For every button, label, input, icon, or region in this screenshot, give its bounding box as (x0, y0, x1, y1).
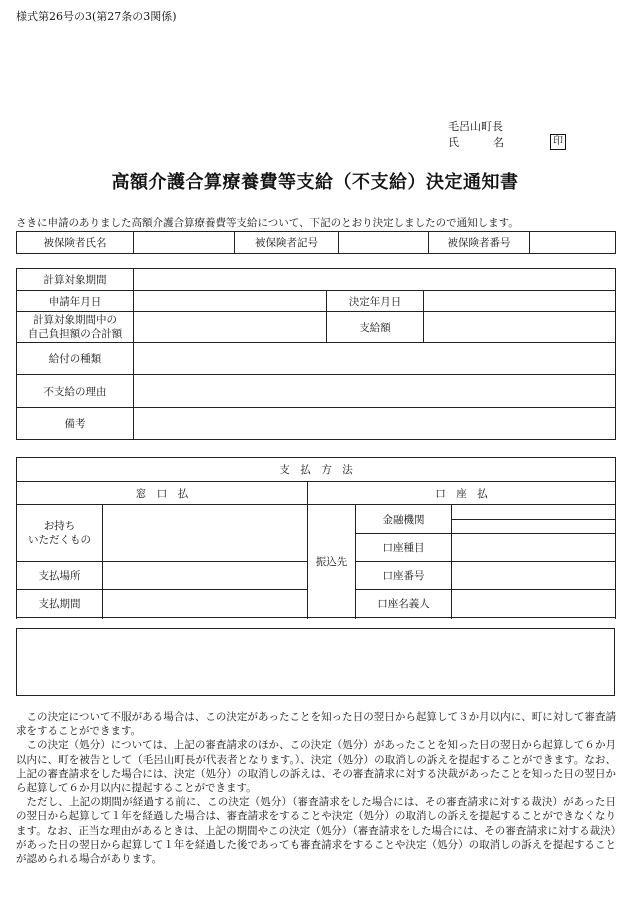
account-type-field[interactable] (452, 534, 616, 562)
bank-field-split (452, 519, 615, 520)
name-label-1: 氏 (448, 136, 459, 149)
remarks-field[interactable] (134, 408, 616, 440)
period-payment-field[interactable] (103, 590, 308, 618)
insured-number-field[interactable] (530, 232, 616, 254)
bring-items-field[interactable] (103, 505, 308, 562)
payment-method-table (16, 457, 616, 618)
copay-total-field[interactable] (134, 312, 327, 343)
account-holder-field[interactable] (452, 590, 616, 618)
bring-items-label-line-2: いただくもの (28, 534, 91, 546)
bring-items-label-line-1: お持ち (43, 520, 76, 532)
issuer-title: 毛呂山町長 (448, 120, 503, 133)
details-table (16, 268, 616, 440)
apply-date-label: 申請年月日 (17, 291, 134, 312)
account-number-field[interactable] (452, 562, 616, 590)
insured-name-field[interactable] (134, 232, 235, 254)
payment-amount-field[interactable] (424, 312, 616, 343)
legal-note-3: ただし、上記の期間が経過する前に、この決定（処分）（審査請求をした場合には、その審査請求に対する裁決）があった日の翌日から起算して１年を経過した場合は、審査請求をすることや決定（処分）の取消しの訴えを提起することができなくなります。なお、正当な理由があるときは、上記の期間やこの決定（処分）（審査請求をした場合には、その審査請求に対する裁決）があった日の翌日から起算して１年を経過した後であっても審査請求をすることや決定（処分）の取消しの訴えを提起することが認められる場合があります。 (16, 796, 616, 866)
insured-code-field[interactable] (339, 232, 429, 254)
account-holder-label: 口座名義人 (356, 590, 452, 618)
benefit-type-label: 給付の種類 (17, 343, 134, 375)
decision-date-field[interactable] (424, 291, 616, 312)
period-payment-label: 支払期間 (17, 590, 103, 618)
account-number-label: 口座番号 (356, 562, 452, 590)
form-number: 様式第26号の3(第27条の3関係) (16, 10, 177, 23)
period-label: 計算対象期間 (17, 269, 134, 291)
name-label-2: 名 (493, 136, 504, 149)
payment-method-header: 支 払 方 法 (17, 458, 616, 482)
legal-notes (16, 710, 616, 866)
decision-date-label: 決定年月日 (327, 291, 424, 312)
transfer-label: 振込先 (308, 505, 356, 618)
intro-text: さきに申請のありました高額介護合算療養費等支給について、下記のとおり決定しましたので通知します。 (16, 217, 519, 229)
insured-code-label: 被保険者記号 (235, 232, 339, 254)
remarks-label: 備考 (17, 408, 134, 440)
place-field[interactable] (103, 562, 308, 590)
insured-number-label: 被保険者番号 (429, 232, 530, 254)
benefit-type-field[interactable] (134, 343, 616, 375)
nonpayment-reason-label: 不支給の理由 (17, 375, 134, 408)
issuer-name-label (448, 134, 504, 150)
copay-total-label-line-1: 計算対象期間中の (33, 314, 117, 326)
blank-notes-box[interactable] (16, 628, 615, 696)
place-label: 支払場所 (17, 562, 103, 590)
legal-note-1: この決定について不服がある場合は、この決定があったことを知った日の翌日から起算して３か月以内に、町に対して審査請求をすることができます。 (16, 711, 616, 738)
account-payment-header: 口 座 払 (308, 482, 616, 505)
bring-items-label (17, 505, 103, 562)
period-field[interactable] (134, 269, 616, 291)
bank-field[interactable] (452, 505, 616, 534)
counter-payment-header: 窓 口 払 (17, 482, 308, 505)
account-type-label: 口座種目 (356, 534, 452, 562)
insured-name-label: 被保険者氏名 (17, 232, 134, 254)
bank-field-line-2[interactable] (452, 519, 615, 520)
copay-total-label-line-2: 自己負担額の合計額 (27, 328, 123, 340)
nonpayment-reason-field[interactable] (134, 375, 616, 408)
apply-date-field[interactable] (134, 291, 327, 312)
payment-amount-label: 支給額 (327, 312, 424, 343)
seal-mark: 印 (550, 134, 566, 150)
legal-note-2: この決定（処分）については、上記の審査請求のほか、この決定（処分）があったことを知った日の翌日から起算して６か月以内に、町を被告として（毛呂山町長が代表者となります。）、決定（処分）の取消しの訴えを提起することができます。なお、上記の審査請求をした場合には、決定（処分）の取消しの訴えは、その審査請求に対する決裁があったことを知った日の翌日から起算して６か月以内に提起することができます。 (16, 739, 616, 795)
document-title: 高額介護合算療養費等支給（不支給）決定通知書 (111, 172, 519, 193)
bank-label: 金融機関 (356, 505, 452, 534)
insured-info-table (16, 231, 616, 254)
copay-total-label (17, 312, 134, 343)
